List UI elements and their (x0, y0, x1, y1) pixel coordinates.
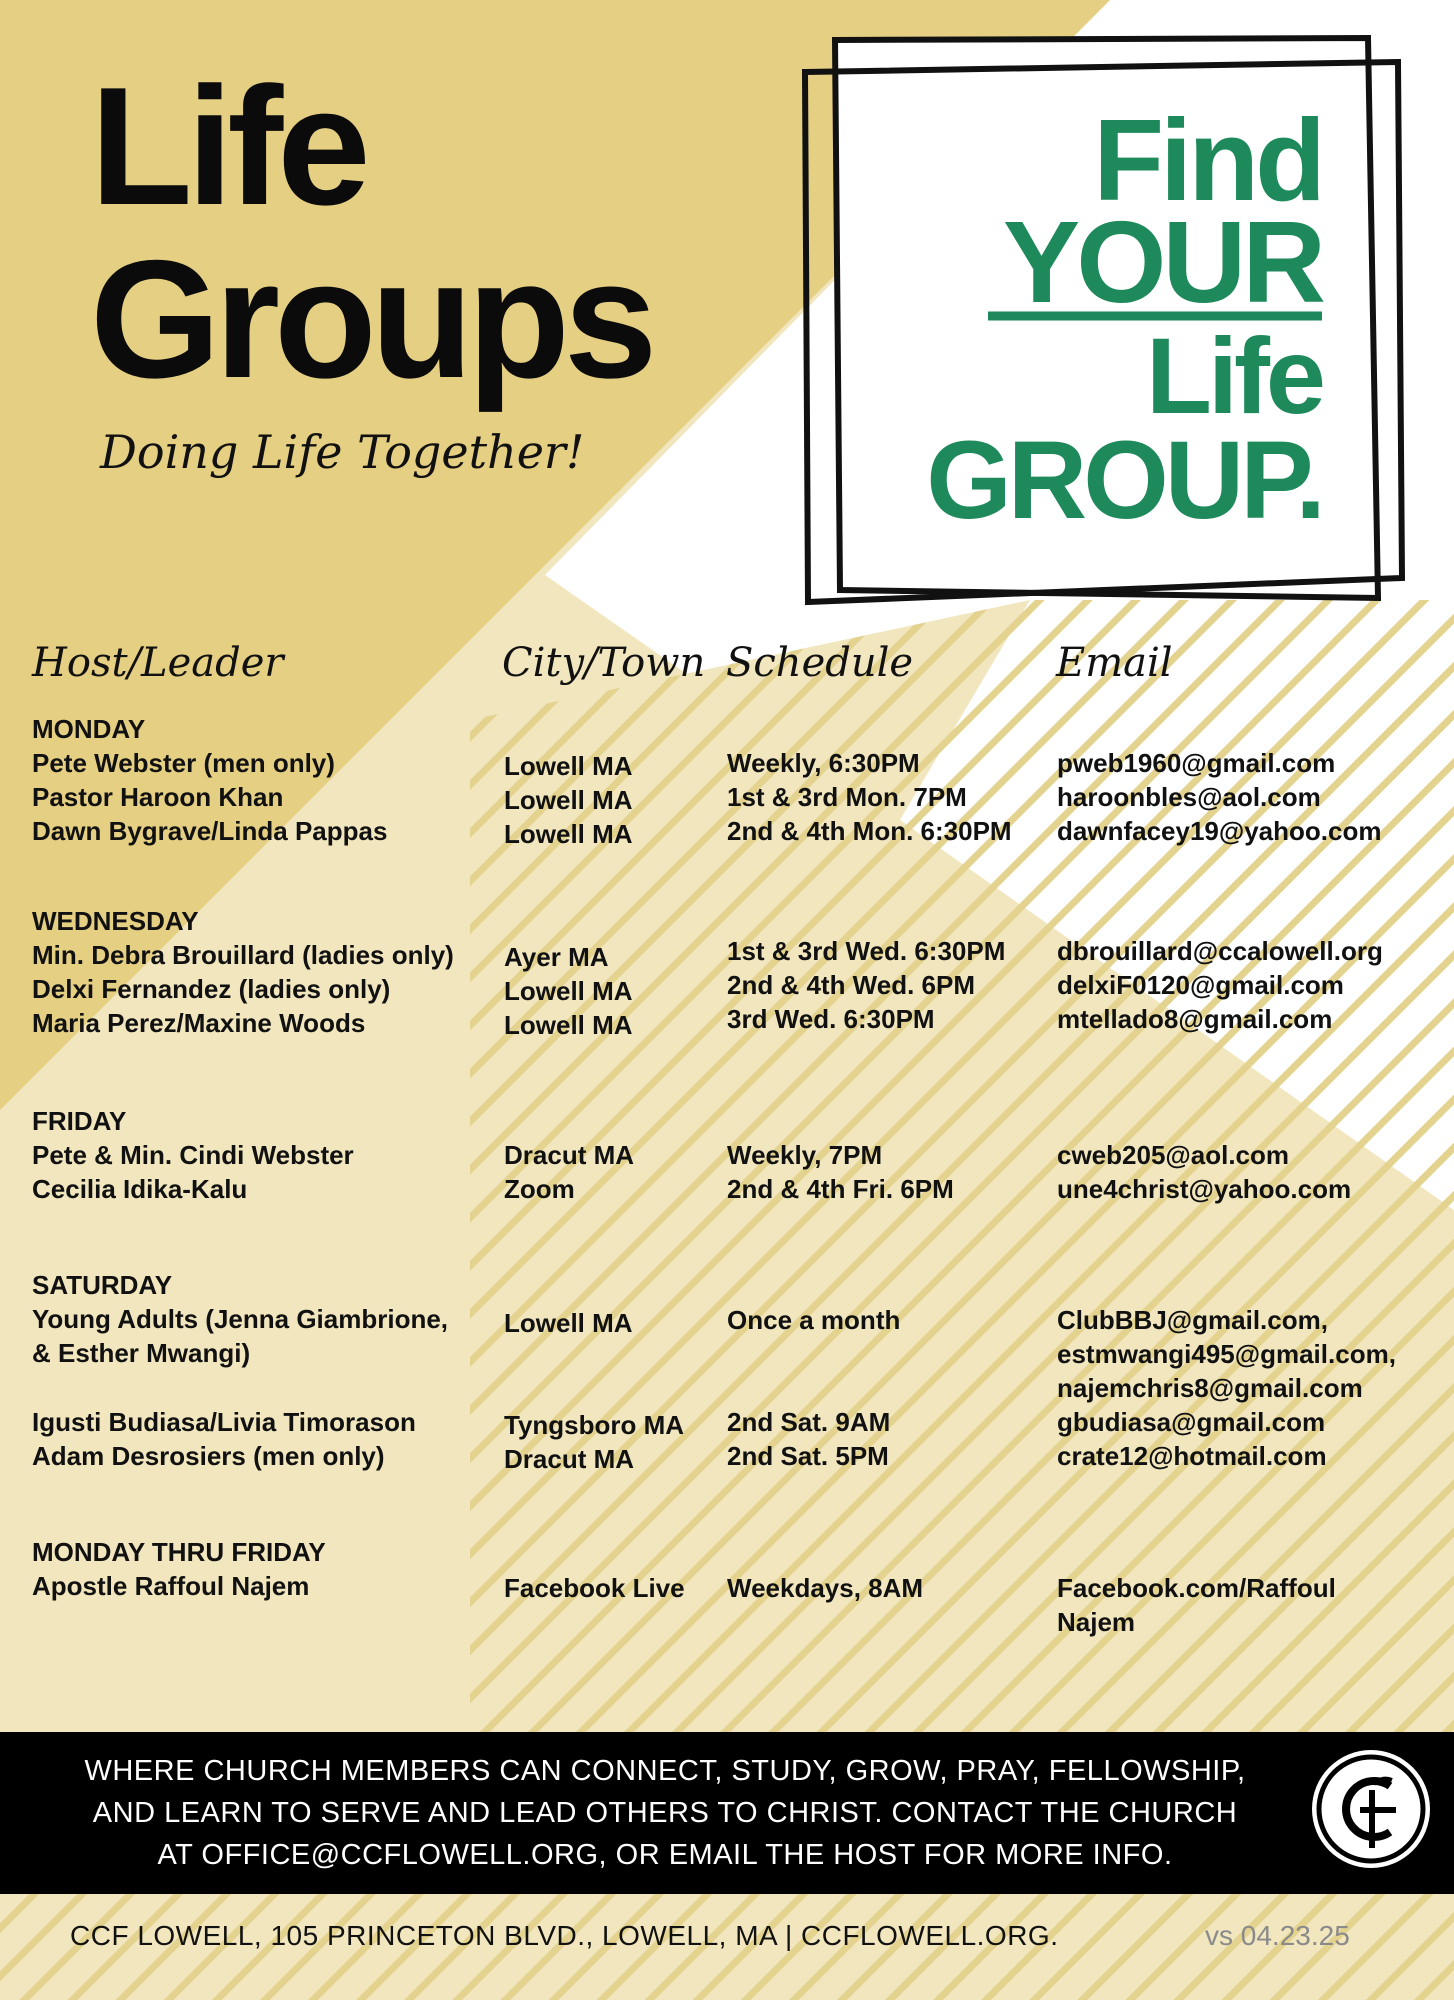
host-cell: Pete & Min. Cindi Webster (32, 1140, 354, 1170)
callout-find: Find (1093, 95, 1322, 225)
email-cell: delxiF0120@gmail.com (1057, 970, 1344, 1000)
host-cell: Pete Webster (men only) (32, 748, 335, 778)
host-cell: Igusti Budiasa/Livia Timorason (32, 1407, 416, 1437)
email-cell: dawnfacey19@yahoo.com (1057, 816, 1382, 846)
callout-life: Life (1145, 315, 1322, 436)
footer-line: WHERE CHURCH MEMBERS CAN CONNECT, STUDY, GROW, PRAY, FELLOWSHIP, (84, 1755, 1246, 1787)
host-cell: Dawn Bygrave/Linda Pappas (32, 816, 388, 846)
email-cell: pweb1960@gmail.com (1057, 748, 1336, 778)
title-groups: Groups (90, 225, 652, 413)
schedule-cell: 2nd & 4th Fri. 6PM (727, 1174, 954, 1204)
day-saturday: SATURDAY (32, 1270, 173, 1300)
church-logo-icon (1312, 1750, 1430, 1868)
day-monday: MONDAY (32, 714, 146, 744)
city-cell: Lowell MA (504, 785, 633, 815)
col-email-header: Email (1056, 640, 1173, 686)
email-cell: crate12@hotmail.com (1057, 1441, 1327, 1471)
schedule-cell: Weekly, 6:30PM (727, 748, 920, 778)
email-cell: gbudiasa@gmail.com (1057, 1407, 1326, 1437)
city-cell: Zoom (504, 1174, 575, 1204)
email-cell: dbrouillard@ccalowell.org (1057, 936, 1383, 966)
schedule-cell: 1st & 3rd Wed. 6:30PM (727, 936, 1006, 966)
day-wednesday: WEDNESDAY (32, 906, 199, 936)
schedule-cell: 1st & 3rd Mon. 7PM (727, 782, 967, 812)
host-cell: Adam Desrosiers (men only) (32, 1441, 385, 1471)
col-city-header: City/Town (502, 640, 706, 686)
email-cell: Facebook.com/Raffoul (1057, 1573, 1336, 1603)
title-life: Life (90, 52, 365, 240)
schedule-cell: 2nd & 4th Mon. 6:30PM (727, 816, 1012, 846)
host-cell: Pastor Haroon Khan (32, 782, 284, 812)
email-cell: Najem (1057, 1607, 1136, 1637)
schedule-cell: Once a month (727, 1305, 901, 1335)
host-cell: Maria Perez/Maxine Woods (32, 1008, 366, 1038)
version-label: vs 04.23.25 (1205, 1920, 1350, 1951)
schedule-cell: 2nd & 4th Wed. 6PM (727, 970, 975, 1000)
city-cell: Lowell MA (504, 819, 633, 849)
email-cell: estmwangi495@gmail.com, (1057, 1339, 1396, 1369)
city-cell: Ayer MA (504, 942, 609, 972)
city-cell: Lowell MA (504, 976, 633, 1006)
city-cell: Dracut MA (504, 1444, 635, 1474)
footer-line: AT OFFICE@CCFLOWELL.ORG, OR EMAIL THE HOST FOR MORE INFO. (157, 1839, 1173, 1871)
host-cell: & Esther Mwangi) (32, 1338, 251, 1368)
host-cell: Cecilia Idika-Kalu (32, 1174, 248, 1204)
day-monday-thru-friday: MONDAY THRU FRIDAY (32, 1537, 326, 1567)
col-schedule-header: Schedule (726, 640, 914, 686)
email-cell: najemchris8@gmail.com (1057, 1373, 1363, 1403)
email-cell: mtellado8@gmail.com (1057, 1004, 1333, 1034)
footer-message (20, 1750, 1310, 1876)
city-cell: Lowell MA (504, 1010, 633, 1040)
col-host-header: Host/Leader (32, 640, 284, 686)
schedule-cell: 2nd Sat. 5PM (727, 1441, 889, 1471)
city-cell: Tyngsboro MA (504, 1410, 685, 1440)
address-line: CCF LOWELL, 105 PRINCETON BLVD., LOWELL, MA | CCFLOWELL.ORG. (70, 1920, 1059, 1951)
host-cell: Young Adults (Jenna Giambrione, (32, 1304, 449, 1334)
city-cell: Lowell MA (504, 1308, 633, 1338)
email-cell: cweb205@aol.com (1057, 1140, 1290, 1170)
city-cell: Dracut MA (504, 1140, 635, 1170)
schedule-cell: Weekly, 7PM (727, 1140, 883, 1170)
host-cell: Delxi Fernandez (ladies only) (32, 974, 391, 1004)
callout-group: GROUP. (926, 419, 1322, 542)
host-cell: Min. Debra Brouillard (ladies only) (32, 940, 454, 970)
schedule-cell: Weekdays, 8AM (727, 1573, 924, 1603)
schedule-cell: 2nd Sat. 9AM (727, 1407, 891, 1437)
city-cell: Facebook Live (504, 1573, 685, 1603)
email-cell: une4christ@yahoo.com (1057, 1174, 1352, 1204)
host-cell: Apostle Raffoul Najem (32, 1571, 310, 1601)
email-cell: haroonbles@aol.com (1057, 782, 1321, 812)
city-cell: Lowell MA (504, 751, 633, 781)
email-cell: ClubBBJ@gmail.com, (1057, 1305, 1328, 1335)
tagline: Doing Life Together! (100, 425, 585, 479)
schedule-cell: 3rd Wed. 6:30PM (727, 1004, 935, 1034)
footer-line: AND LEARN TO SERVE AND LEAD OTHERS TO CHRIST. CONTACT THE CHURCH (92, 1797, 1238, 1829)
callout-your: YOUR (1002, 197, 1322, 327)
day-friday: FRIDAY (32, 1106, 127, 1136)
